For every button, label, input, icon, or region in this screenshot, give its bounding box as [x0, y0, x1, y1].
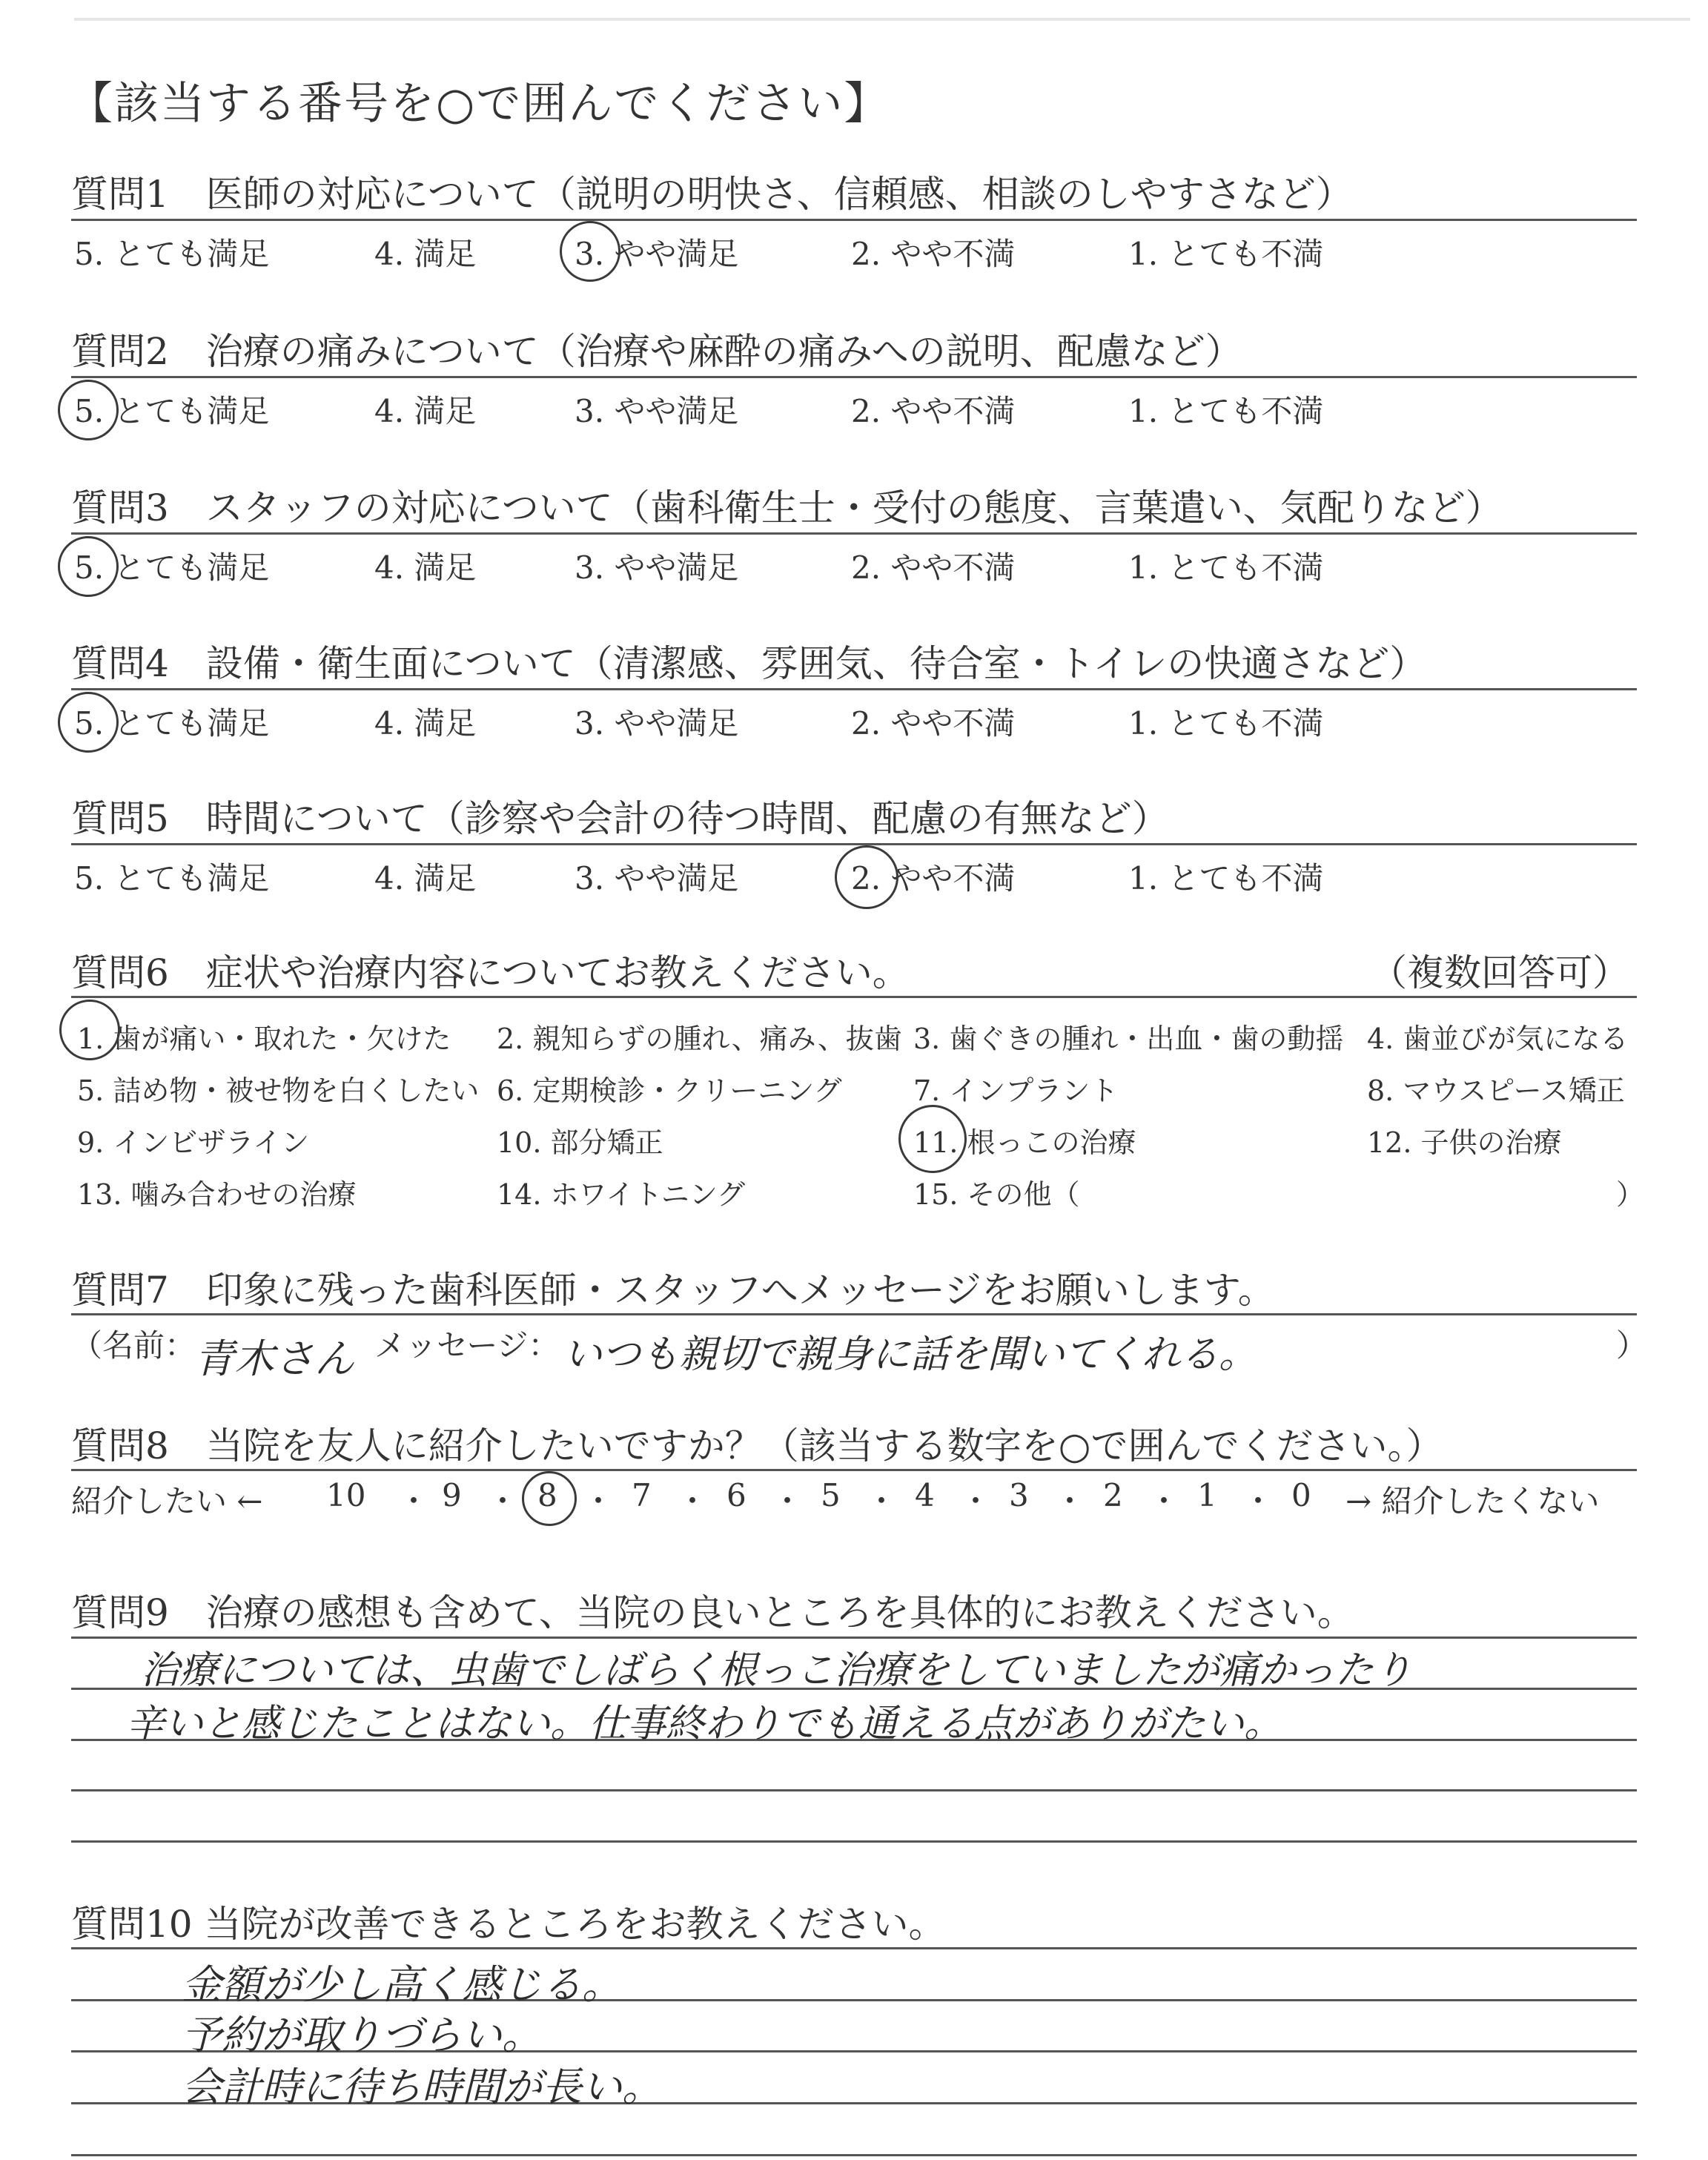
q2-option-1[interactable]: 1. とても不満	[1128, 393, 1324, 429]
q9-answer-rule-5	[71, 1840, 1637, 1843]
q4-option-4[interactable]: 4. 満足	[374, 705, 477, 742]
question-5-label: 質問5 時間について（診察や会計の待つ時間、配慮の有無など）	[71, 797, 1169, 840]
q3-option-5[interactable]: 5. とても満足	[74, 549, 270, 586]
q6-option-11[interactable]: 11. 根っこの治療	[913, 1126, 1136, 1159]
q1-option-3[interactable]: 3. やや満足	[575, 236, 739, 272]
q8-scale-dot: ・	[487, 1483, 519, 1519]
q8-scale-5[interactable]: 5	[821, 1477, 841, 1513]
question-2-label: 質問2 治療の痛みについて（治療や麻酔の痛みへの説明、配慮など）	[71, 330, 1242, 373]
q8-scale-dot: ・	[1242, 1483, 1274, 1519]
q5-option-5[interactable]: 5. とても満足	[74, 860, 270, 896]
q9-answer-line-2[interactable]: 辛いと感じたことはない。仕事終わりでも通える点がありがたい。	[126, 1702, 1283, 1746]
q6-option-13[interactable]: 13. 噛み合わせの治療	[77, 1178, 357, 1211]
q7-close-paren: ）	[1616, 1327, 1648, 1364]
q6-option-8[interactable]: 8. マウスピース矯正	[1367, 1074, 1625, 1107]
q6-option-1[interactable]: 1. 歯が痛い・取れた・欠けた	[77, 1023, 451, 1055]
q7-name-handwritten[interactable]: 青木さん	[194, 1335, 354, 1382]
q8-scale-dot: ・	[1148, 1483, 1180, 1519]
q6-option-5[interactable]: 5. 詰め物・被せ物を白くしたい	[77, 1074, 480, 1107]
question-6-note: （複数回答可）	[1370, 951, 1629, 994]
scan-top-edge	[74, 18, 1690, 21]
q8-scale-3[interactable]: 3	[1009, 1477, 1029, 1513]
q8-scale-2[interactable]: 2	[1103, 1477, 1123, 1513]
q8-scale-0[interactable]: 0	[1291, 1477, 1311, 1513]
q5-option-1[interactable]: 1. とても不満	[1128, 860, 1324, 896]
q3-option-2[interactable]: 2. やや不満	[851, 549, 1016, 586]
q2-option-3[interactable]: 3. やや満足	[575, 393, 739, 429]
q1-selection-circle	[560, 221, 620, 282]
q8-scale-8[interactable]: 8	[537, 1477, 557, 1513]
question-4-rule	[71, 688, 1637, 690]
q4-selection-circle	[58, 692, 119, 753]
question-3-rule	[71, 532, 1637, 535]
question-6-rule	[71, 996, 1637, 998]
question-7-label: 質問7 印象に残った歯科医師・スタッフへメッセージをお願いします。	[71, 1269, 1275, 1312]
q8-scale-6[interactable]: 6	[726, 1477, 747, 1513]
question-3-label: 質問3 スタッフの対応について（歯科衛生士・受付の態度、言葉遣い、気配りなど）	[71, 486, 1503, 529]
q1-option-1[interactable]: 1. とても不満	[1128, 236, 1324, 272]
q6-option-12[interactable]: 12. 子供の治療	[1367, 1126, 1562, 1159]
q6-option-3[interactable]: 3. 歯ぐきの腫れ・出血・歯の動揺	[913, 1023, 1344, 1055]
q10-answer-rule-5	[71, 2154, 1637, 2156]
q3-option-1[interactable]: 1. とても不満	[1128, 549, 1324, 586]
question-1-label: 質問1 医師の対応について（説明の明快さ、信頼感、相談のしやすさなど）	[71, 173, 1353, 216]
q6-option-9[interactable]: 9. インビザライン	[77, 1126, 310, 1159]
question-4-label: 質問4 設備・衛生面について（清潔感、雰囲気、待合室・トイレの快適さなど）	[71, 642, 1427, 685]
q8-scale-9[interactable]: 9	[442, 1477, 462, 1513]
q8-scale-7[interactable]: 7	[632, 1477, 652, 1513]
question-6-label: 質問6 症状や治療内容についてお教えください。	[71, 951, 910, 994]
q2-option-5[interactable]: 5. とても満足	[74, 393, 270, 429]
q6-option-15[interactable]: 15. その他（	[913, 1178, 1080, 1211]
q6-option-7[interactable]: 7. インプラント	[913, 1074, 1119, 1107]
question-5-rule	[71, 843, 1637, 845]
q9-answer-line-1[interactable]: 治療については、虫歯でしばらく根っこ治療をしていましたが痛かったり	[141, 1648, 1412, 1693]
question-8-rule	[71, 1469, 1637, 1471]
q4-option-3[interactable]: 3. やや満足	[575, 705, 739, 742]
q8-scale-dot: ・	[677, 1483, 709, 1519]
q5-option-3[interactable]: 3. やや満足	[575, 860, 739, 896]
q8-scale-dot: ・	[583, 1483, 615, 1519]
q8-right-label: → 紹介したくない	[1345, 1483, 1600, 1519]
question-10-label: 質問10 当院が改善できるところをお教えください。	[71, 1903, 946, 1946]
q6-option-14[interactable]: 14. ホワイトニング	[497, 1178, 746, 1211]
q10-answer-rule-1	[71, 1947, 1637, 1949]
q6-option-6[interactable]: 6. 定期検診・クリーニング	[497, 1074, 842, 1107]
question-7-rule	[71, 1313, 1637, 1315]
q7-name-label: （名前：	[71, 1327, 196, 1364]
q7-message-handwritten[interactable]: いつも親切で親身に話を聞いてくれる。	[563, 1332, 1258, 1377]
q6-option-11-circle	[898, 1105, 967, 1173]
q5-selection-circle	[835, 845, 898, 909]
q6-option-10[interactable]: 10. 部分矯正	[497, 1126, 663, 1159]
q1-option-2[interactable]: 2. やや不満	[851, 236, 1016, 272]
q2-option-2[interactable]: 2. やや不満	[851, 393, 1016, 429]
q8-scale-1[interactable]: 1	[1197, 1477, 1217, 1513]
q4-option-1[interactable]: 1. とても不満	[1128, 705, 1324, 742]
q8-scale-4[interactable]: 4	[915, 1477, 935, 1513]
q8-scale-dot: ・	[772, 1483, 804, 1519]
q6-option-2[interactable]: 2. 親知らずの腫れ、痛み、抜歯	[497, 1023, 902, 1055]
q8-scale-dot: ・	[960, 1483, 992, 1519]
q10-answer-line-2[interactable]: 予約が取りづらい。	[182, 2012, 542, 2058]
q8-scale-dot: ・	[866, 1483, 898, 1519]
q6-option-1-circle	[59, 1000, 120, 1060]
page-title: 【該当する番号を○で囲んでください】	[68, 78, 890, 130]
q3-selection-circle	[58, 536, 119, 597]
q10-answer-line-3[interactable]: 会計時に待ち時間が長い。	[182, 2064, 662, 2110]
question-8-label: 質問8 当院を友人に紹介したいですか？（該当する数字を○で囲んでください。）	[71, 1424, 1443, 1467]
q4-option-2[interactable]: 2. やや不満	[851, 705, 1016, 742]
q8-scale-dot: ・	[1054, 1483, 1086, 1519]
q6-option-4[interactable]: 4. 歯並びが気になる	[1367, 1023, 1629, 1055]
q8-selection-circle	[522, 1471, 577, 1526]
question-2-rule	[71, 376, 1637, 378]
question-1-rule	[71, 219, 1637, 221]
q4-option-5[interactable]: 5. とても満足	[74, 705, 270, 742]
q1-option-4[interactable]: 4. 満足	[374, 236, 477, 272]
question-9-label: 質問9 治療の感想も含めて、当院の良いところを具体的にお教えください。	[71, 1591, 1354, 1634]
q5-option-2[interactable]: 2. やや不満	[851, 860, 1016, 896]
q8-scale-10[interactable]: 10	[326, 1477, 366, 1513]
q8-scale-dot: ・	[398, 1483, 430, 1519]
q6-other-close-paren: ）	[1616, 1178, 1645, 1211]
q3-option-4[interactable]: 4. 満足	[374, 549, 477, 586]
q1-option-5[interactable]: 5. とても満足	[74, 236, 270, 272]
q9-answer-rule-4	[71, 1789, 1637, 1791]
q3-option-3[interactable]: 3. やや満足	[575, 549, 739, 586]
q2-selection-circle	[58, 380, 119, 440]
q8-left-label: 紹介したい ←	[71, 1483, 263, 1519]
q7-message-label: メッセージ：	[374, 1327, 560, 1364]
q10-answer-line-1[interactable]: 金額が少し高く感じる。	[182, 1961, 622, 2008]
q2-option-4[interactable]: 4. 満足	[374, 393, 477, 429]
q5-option-4[interactable]: 4. 満足	[374, 860, 477, 896]
